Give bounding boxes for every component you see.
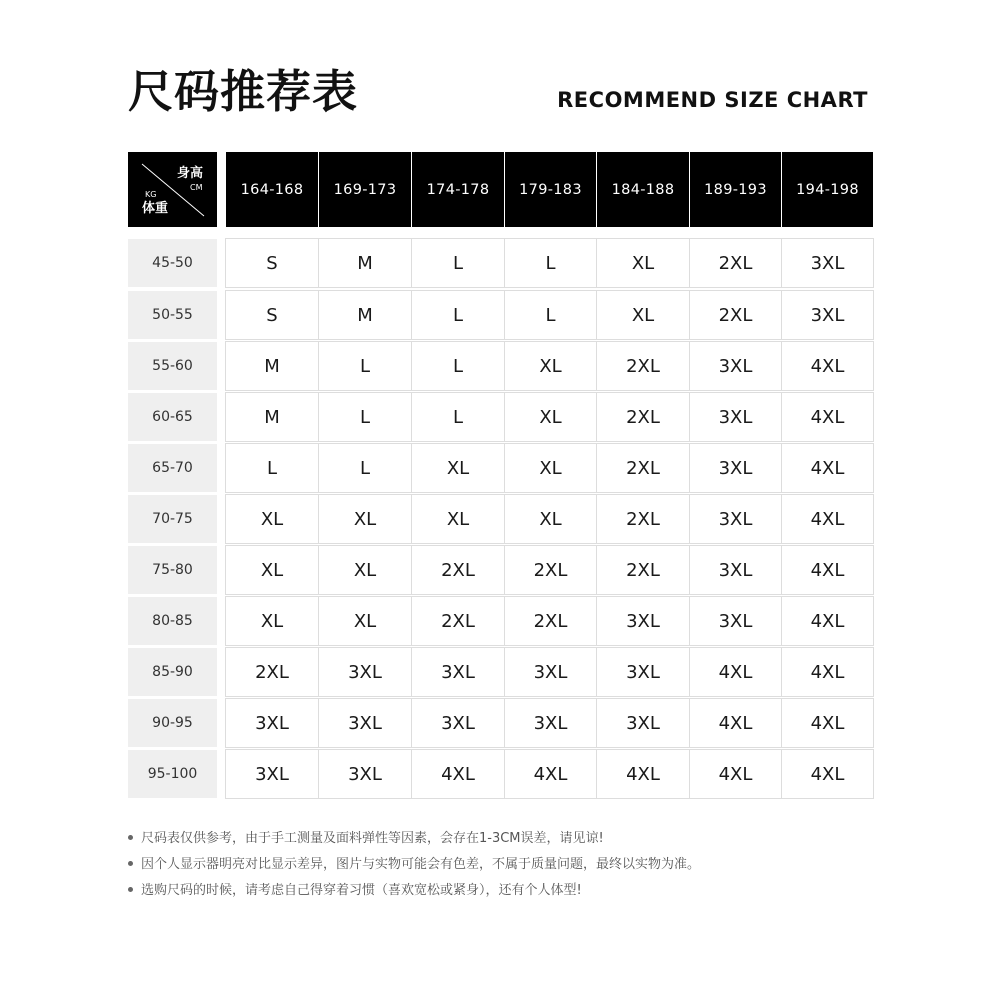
size-cell: 4XL — [782, 393, 873, 441]
bullet-icon — [128, 887, 133, 892]
weight-row-header: 90-95 — [128, 699, 217, 747]
size-cell: XL — [226, 495, 318, 543]
size-cell: 3XL — [505, 648, 596, 696]
size-cell: 2XL — [226, 648, 318, 696]
size-cell: 3XL — [690, 495, 781, 543]
size-cell: S — [226, 291, 318, 339]
size-cell: XL — [319, 546, 411, 594]
size-cell: 4XL — [782, 444, 873, 492]
size-cell: L — [226, 444, 318, 492]
size-cell: 4XL — [782, 495, 873, 543]
size-cell: 3XL — [319, 699, 411, 747]
size-cell: 2XL — [690, 239, 781, 287]
size-cell: S — [226, 239, 318, 287]
note-text: 因个人显示器明亮对比显示差异，图片与实物可能会有色差，不属于质量问题，最终以实物为准。 — [141, 857, 701, 872]
weight-row-header: 85-90 — [128, 648, 217, 696]
size-cell: 3XL — [690, 597, 781, 645]
size-cell: L — [412, 239, 504, 287]
size-cell: XL — [319, 495, 411, 543]
size-cell: 2XL — [505, 546, 596, 594]
size-cell: 3XL — [690, 546, 781, 594]
size-cell: 2XL — [597, 393, 689, 441]
note-text: 尺码表仅供参考，由于手工测量及面料弹性等因素，会存在1-3CM误差，请见谅! — [141, 831, 604, 846]
size-cell: 2XL — [412, 546, 504, 594]
weight-row-header: 95-100 — [128, 750, 217, 798]
size-cell: 4XL — [782, 342, 873, 390]
size-cell: M — [319, 291, 411, 339]
size-cell: 3XL — [597, 648, 689, 696]
height-header-cell: 164-168 — [226, 152, 318, 227]
size-cell: L — [505, 239, 596, 287]
weight-label: 体重 — [142, 201, 169, 216]
size-cell: L — [412, 393, 504, 441]
size-cell: XL — [226, 546, 318, 594]
size-cell: L — [505, 291, 596, 339]
weight-row-header: 75-80 — [128, 546, 217, 594]
size-cell: 3XL — [226, 750, 318, 798]
weight-row-header: 70-75 — [128, 495, 217, 543]
size-cell: 4XL — [505, 750, 596, 798]
size-cell: L — [412, 342, 504, 390]
size-cell: 3XL — [319, 750, 411, 798]
size-cell: 3XL — [690, 342, 781, 390]
size-cell: 3XL — [782, 291, 873, 339]
size-cell: 2XL — [505, 597, 596, 645]
size-cell: XL — [412, 495, 504, 543]
size-cell: 3XL — [505, 699, 596, 747]
size-cell: L — [319, 393, 411, 441]
table-corner-header — [128, 152, 217, 227]
size-cell: M — [226, 342, 318, 390]
note-item — [128, 852, 888, 878]
size-cell: 4XL — [597, 750, 689, 798]
size-cell: L — [412, 291, 504, 339]
height-header-cell: 184-188 — [597, 152, 689, 227]
size-cell: XL — [505, 444, 596, 492]
size-cell: 2XL — [597, 342, 689, 390]
size-cell: 4XL — [782, 750, 873, 798]
weight-unit: KG — [145, 190, 157, 199]
height-unit: CM — [190, 183, 203, 192]
size-cell: 4XL — [412, 750, 504, 798]
weight-row-header: 65-70 — [128, 444, 217, 492]
size-cell: 4XL — [690, 750, 781, 798]
bullet-icon — [128, 861, 133, 866]
size-cell: 3XL — [412, 648, 504, 696]
size-cell: 4XL — [782, 648, 873, 696]
size-cell: 2XL — [597, 546, 689, 594]
size-cell: 4XL — [782, 699, 873, 747]
size-cell: M — [319, 239, 411, 287]
size-cell: XL — [597, 291, 689, 339]
size-cell: XL — [319, 597, 411, 645]
height-label: 身高 — [177, 166, 204, 181]
height-header-cell: 169-173 — [319, 152, 411, 227]
size-cell: XL — [505, 342, 596, 390]
size-cell: XL — [597, 239, 689, 287]
size-cell: 3XL — [597, 597, 689, 645]
size-cell: 3XL — [690, 393, 781, 441]
size-cell: 2XL — [690, 291, 781, 339]
size-cell: 2XL — [597, 495, 689, 543]
size-cell: 3XL — [319, 648, 411, 696]
size-cell: XL — [505, 393, 596, 441]
size-cell: 3XL — [412, 699, 504, 747]
height-header-cell: 189-193 — [690, 152, 781, 227]
note-text: 选购尺码的时候，请考虑自己得穿着习惯（喜欢宽松或紧身），还有个人体型! — [141, 883, 582, 898]
weight-row-header: 45-50 — [128, 239, 217, 287]
notes-list — [128, 826, 888, 904]
note-item — [128, 826, 888, 852]
weight-row-header: 55-60 — [128, 342, 217, 390]
height-header-cell: 179-183 — [505, 152, 596, 227]
weight-row-header: 80-85 — [128, 597, 217, 645]
size-cell: 3XL — [690, 444, 781, 492]
size-cell: XL — [505, 495, 596, 543]
size-cell: XL — [412, 444, 504, 492]
size-cell: 3XL — [782, 239, 873, 287]
size-cell: 2XL — [412, 597, 504, 645]
size-cell: 4XL — [782, 546, 873, 594]
page-title: 尺码推荐表 — [128, 65, 359, 118]
weight-row-header: 60-65 — [128, 393, 217, 441]
size-cell: 4XL — [690, 699, 781, 747]
size-cell: L — [319, 444, 411, 492]
weight-row-header: 50-55 — [128, 291, 217, 339]
note-item — [128, 878, 888, 904]
page-subtitle: RECOMMEND SIZE CHART — [557, 88, 868, 112]
size-cell: M — [226, 393, 318, 441]
size-cell: 4XL — [690, 648, 781, 696]
bullet-icon — [128, 835, 133, 840]
height-header-cell: 194-198 — [782, 152, 873, 227]
size-cell: XL — [226, 597, 318, 645]
size-cell: L — [319, 342, 411, 390]
size-cell: 3XL — [226, 699, 318, 747]
size-cell: 4XL — [782, 597, 873, 645]
size-cell: 2XL — [597, 444, 689, 492]
size-cell: 3XL — [597, 699, 689, 747]
height-header-cell: 174-178 — [412, 152, 504, 227]
